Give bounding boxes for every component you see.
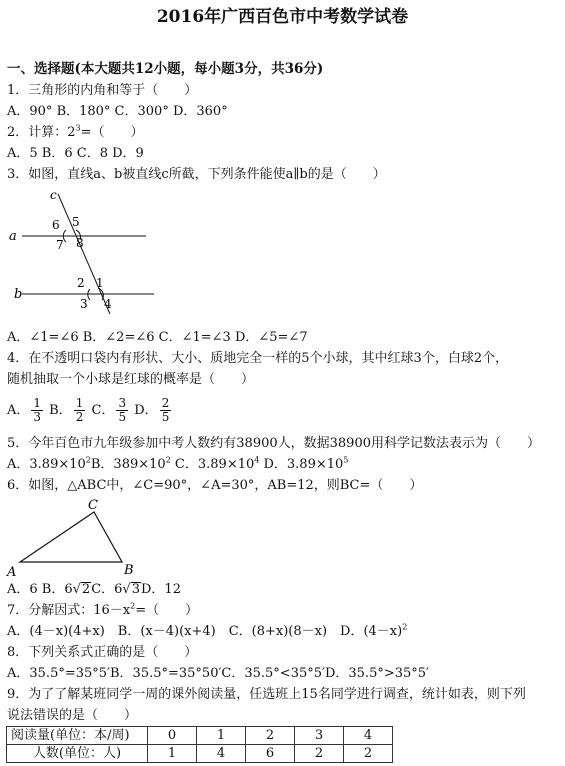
question-2-stem: 2．计算：$2^3=$（ ） [7,123,144,140]
question-4-options: A． $\frac{1}{3}$ B． $\frac{1}{2}$ C． $\frac{3}{5}$ D． $\frac{2}{5}$ [7,396,170,424]
fraction-a: $\frac{1}{3}$ [33,396,42,424]
angle-5-label: 5 [72,215,80,229]
table-row [7,745,393,763]
vertex-a-label: A [7,565,17,578]
vertex-c-label: C [88,498,98,513]
angle-6-label: 6 [52,218,60,232]
angle-8-label: 8 [76,236,84,250]
question-1-options: A．90° B．180° C．300° D．360° [7,104,228,119]
table-row [7,727,393,745]
question-9-line1: 9．为了了解某班同学一周的课外阅读量，任选班上15名同学进行调查，统计如表，则下列 [7,687,526,702]
question-7-options: A．(4－x)(4+x) B．(x－4)(x+4) C．(8+x)(8－x) D．$(4-x)^2$ [7,622,408,639]
line-c-label: c [50,188,57,202]
question-5-options: A．$3.89\times 10^2B$．$389\times 10^2$ C．$3.89\times 10^4$ D．$3.89\times 10^5$ [7,455,349,472]
angle-7-label: 7 [56,238,64,252]
question-1-stem: 1．三角形的内角和等于（ ） [7,83,198,98]
page-title: 2016年广西百色市中考数学试卷 [156,7,409,27]
question-7-stem: 7．分解因式：$16-x^2=$（ ） [7,601,199,618]
angle-4-label: 4 [104,297,112,311]
question-3-stem: 3．如图，直线a、b被直线c所截，下列条件能使a∥b的是（ ） [7,167,386,182]
question-3-options: A．∠1=∠6 B．∠2=∠6 C．∠1=∠3 D．∠5=∠7 [7,330,308,345]
fraction-b: $\frac{1}{2}$ [75,396,84,424]
reading-table [6,726,393,763]
table-cell: 0 [148,727,197,745]
question-3-figure [0,186,170,316]
table-cell: 2 [246,727,295,745]
question-8-options: A．35.5°=35°5′B．35.5°=35°50′C．35.5°<35°5′D．35.5°>35°5′ [7,666,429,681]
table-cell: 1 [197,727,246,745]
section-heading: 一、选择题(本大题共12小题，每小题3分，共36分) [7,61,324,77]
angle-1-label: 1 [96,276,104,290]
question-6-options: A．6 B．6√2C．6√3D．12 [7,582,181,597]
fraction-d: $\frac{2}{5}$ [161,396,170,424]
question-8-stem: 8．下列关系式正确的是（ ） [7,645,198,660]
table-cell: 4 [344,727,393,745]
angle-2-label: 2 [77,276,85,290]
table-cell: 3 [295,727,344,745]
question-9-line2: 说法错误的是（ ） [7,708,138,723]
line-a-label: a [9,229,17,244]
question-5-stem: 5．今年百色市九年级参加中考人数约有38900人，数据38900用科学记数法表示为（ ） [7,436,540,451]
question-4-line2: 随机抽取一个小球是红球的概率是（ ） [7,372,255,387]
angle-3-label: 3 [80,297,88,311]
table-cell: 2 [295,745,344,763]
question-4-line1: 4．在不透明口袋内有形状、大小、质地完全一样的5个小球，其中红球3个，白球2个， [7,351,509,366]
question-2-options: A．5 B．6 C．8 D．9 [7,146,144,161]
table-cell: 人数(单位：人) [7,745,148,763]
table-cell: 阅读量(单位：本/周) [7,727,148,745]
table-cell: 4 [197,745,246,763]
vertex-b-label: B [124,563,134,578]
table-cell: 1 [148,745,197,763]
question-6-stem: 6．如图，△ABC中，∠C=90°，∠A=30°，AB=12，则BC=（ ） [7,478,423,493]
fraction-c: $\frac{3}{5}$ [118,396,127,424]
line-b-label: b [14,287,23,302]
table-cell: 6 [246,745,295,763]
table-cell: 2 [344,745,393,763]
question-6-figure [0,496,150,578]
